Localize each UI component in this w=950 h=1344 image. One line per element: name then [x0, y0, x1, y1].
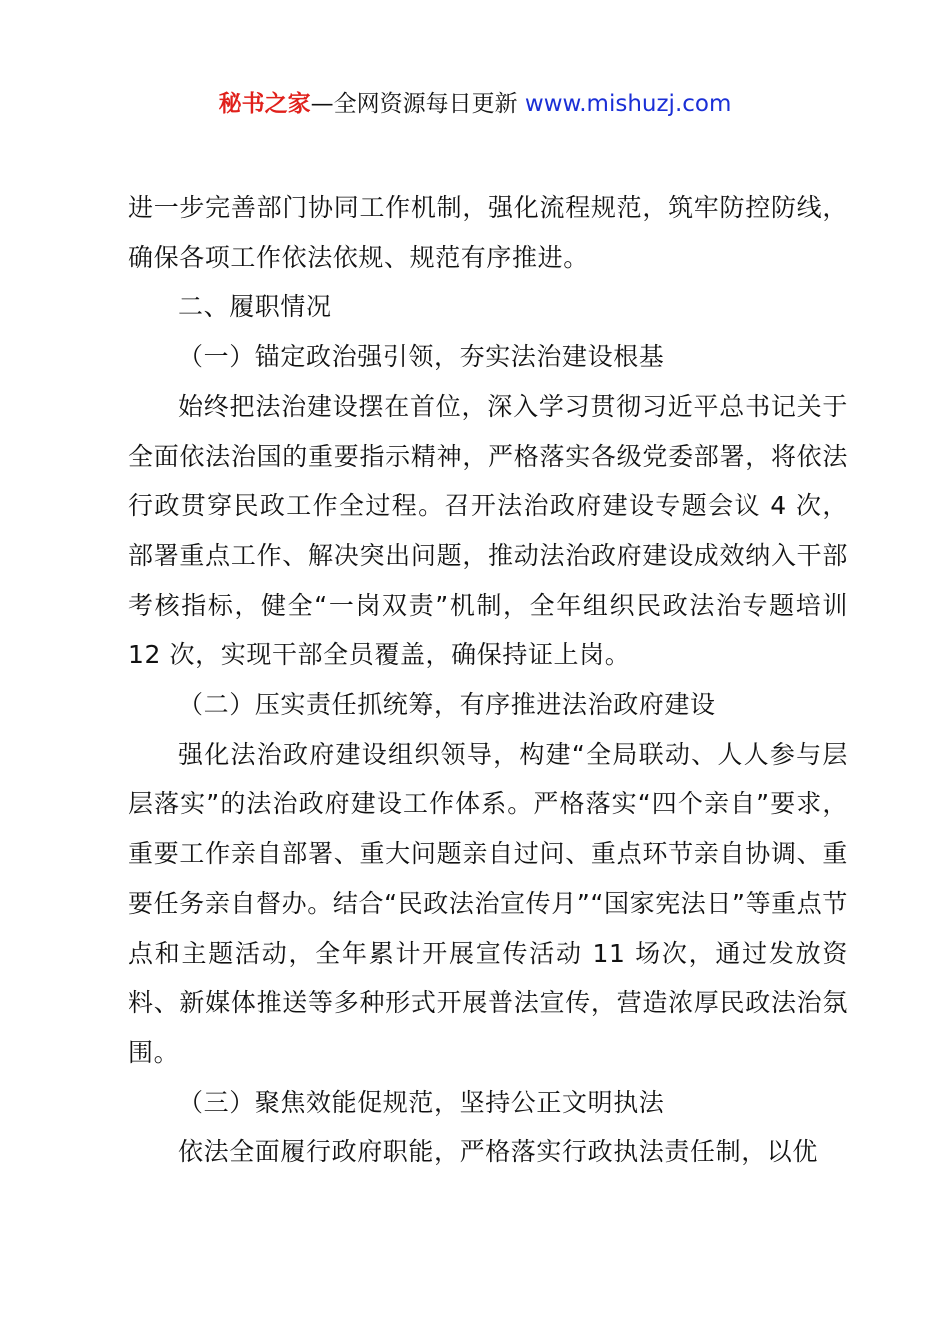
header-brand: 秘书之家	[218, 91, 311, 117]
paragraph-2: 强化法治政府建设组织领导，构建“全局联动、人人参与层层落实”的法治政府建设工作体系。严格落实“四个亲自”要求，重要工作亲自部署、重大问题亲自过问、重点环节亲自协调、重要任务亲自督办。结合“民政法治宣传月”“国家宪法日”等重点节点和主题活动，全年累计开展宣传活动 11 场次，通过发放资料、新媒体推送等多种形式开展普法宣传，营造浓厚民政法治氛围。	[128, 739, 848, 1067]
subsection-heading-1: （一）锚定政治强引领，夯实法治建设根基	[178, 342, 665, 372]
paragraph-1: 始终把法治建设摆在首位，深入学习贯彻习近平总书记关于全面依法治国的重要指示精神，严格落实各级党委部署，将依法行政贯穿民政工作全过程。召开法治政府建设专题会议 4 次，部署重点工作、解决突出问题，推动法治政府建设成效纳入干部考核指标，健全“一岗双责”机制，全年组织民政法治专题培训 12 次，实现干部全员覆盖，确保持证上岗。	[128, 391, 848, 670]
paragraph-3: 依法全面履行政府职能，严格落实行政执法责任制，以优	[178, 1137, 819, 1167]
subsection-heading-3: （三）聚焦效能促规范，坚持公正文明执法	[178, 1087, 665, 1117]
subsection-heading-2: （二）压实责任抓统筹，有序推进法治政府建设	[178, 690, 716, 720]
paragraph-continuation: 进一步完善部门协同工作机制，强化流程规范，筑牢防控防线，确保各项工作依法依规、规范有序推进。	[128, 193, 848, 272]
header-tagline: —全网资源每日更新	[310, 91, 525, 117]
document-body	[128, 183, 848, 1177]
page-header	[0, 86, 950, 122]
section-heading: 二、履职情况	[178, 292, 332, 322]
header-site-link[interactable]: www.mishuzj.com	[524, 91, 732, 117]
